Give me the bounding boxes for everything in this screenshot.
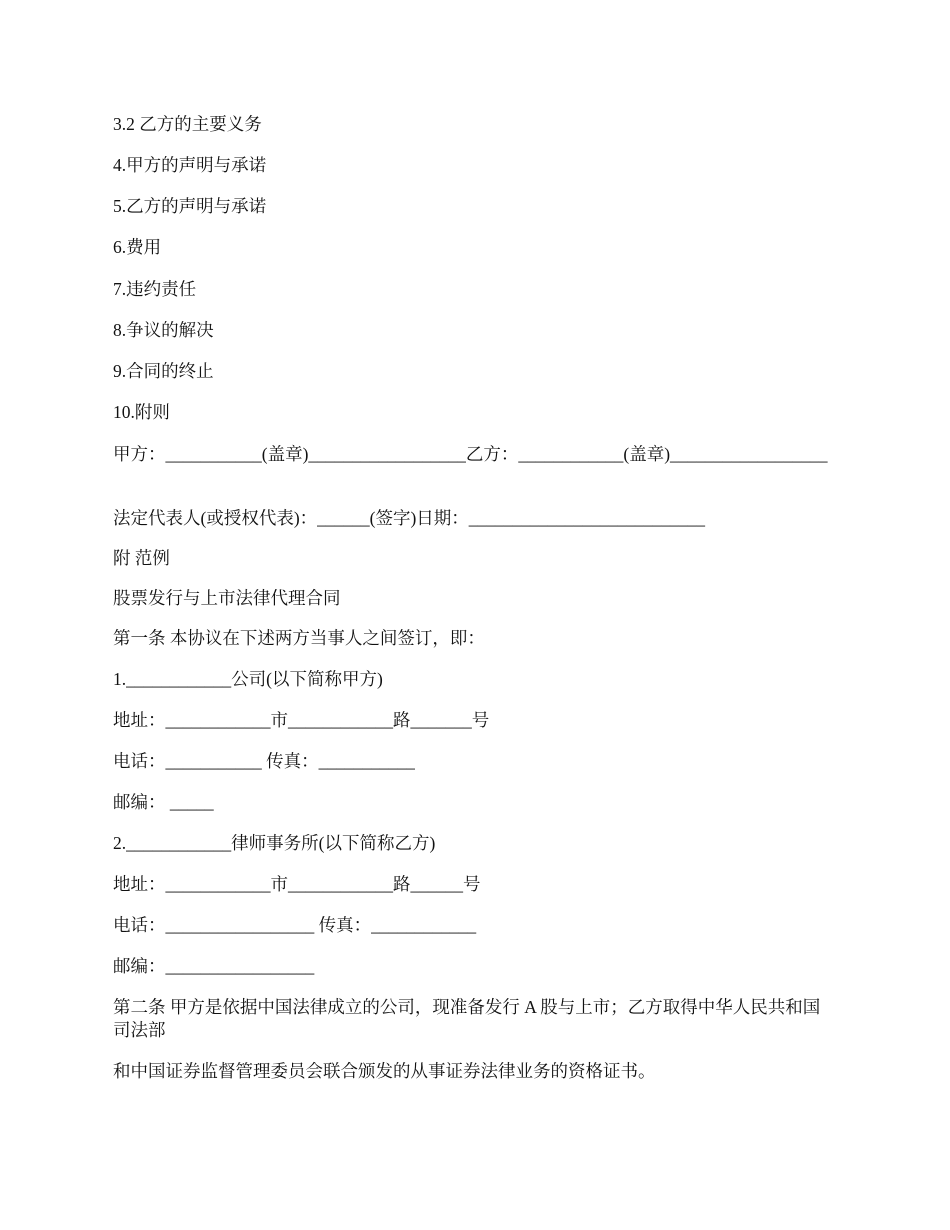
toc-item-10: 10.附则 — [113, 402, 170, 422]
representative-signature-line: 法定代表人(或授权代表)：______(签字)日期：___________________________ — [113, 508, 706, 528]
contract-title: 股票发行与上市法律代理合同 — [113, 588, 341, 608]
toc-item-7: 7.违约责任 — [113, 279, 197, 299]
signature-parties-line: 甲方：___________(盖章)__________________乙方：____________(盖章)__________________ — [113, 444, 828, 464]
toc-item-4: 4.甲方的声明与承诺 — [113, 155, 267, 175]
party-b-address: 地址：____________市____________路______号 — [113, 874, 481, 894]
article-1-intro: 第一条 本协议在下述两方当事人之间签订，即： — [113, 628, 485, 648]
appendix-heading: 附 范例 — [113, 548, 170, 568]
article-2-continuation: 和中国证券监督管理委员会联合颁发的从事证券法律业务的资格证书。 — [113, 1061, 656, 1081]
party-b-name: 2.____________律师事务所(以下简称乙方) — [113, 833, 436, 853]
toc-item-3-2: 3.2 乙方的主要义务 — [113, 114, 262, 134]
toc-item-6: 6.费用 — [113, 237, 162, 257]
party-b-phone-fax: 电话：_________________ 传真：____________ — [113, 915, 477, 935]
party-a-address: 地址：____________市____________路_______号 — [113, 710, 490, 730]
party-a-name: 1.____________公司(以下简称甲方) — [113, 669, 383, 689]
toc-item-9: 9.合同的终止 — [113, 361, 214, 381]
party-a-postcode: 邮编： _____ — [113, 792, 214, 812]
article-2-text: 第二条 甲方是依据中国法律成立的公司，现准备发行 A 股与上市；乙方取得中华人民共和国司法部 — [113, 997, 821, 1040]
party-a-phone-fax: 电话：___________ 传真：___________ — [113, 751, 415, 771]
toc-item-8: 8.争议的解决 — [113, 320, 214, 340]
toc-item-5: 5.乙方的声明与承诺 — [113, 196, 267, 216]
party-b-postcode: 邮编：_________________ — [113, 956, 315, 976]
